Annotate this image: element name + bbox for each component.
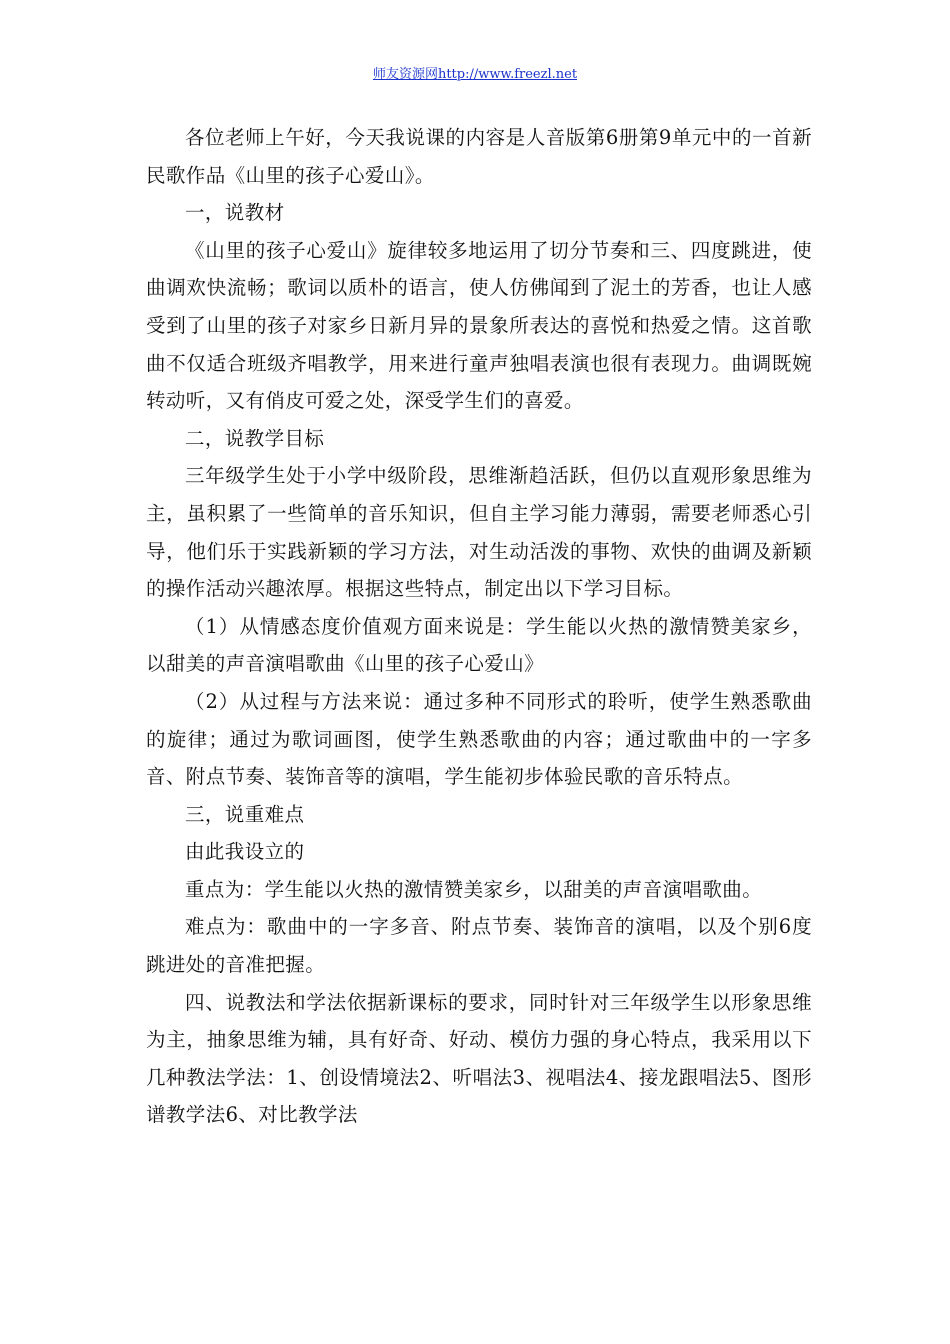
paragraph-key-intro: 由此我设立的 [185, 840, 305, 864]
section-heading-goals: 二，说教学目标 [185, 426, 325, 450]
header-site-name: 师友资源网 [372, 67, 438, 82]
paragraph-methods: 四、说教法和学法依据新课标的要求，同时针对三年级学生以形象思维为主，抽象思维为辅，具有好奇、好动、模仿力强的身心特点，我采用以下几种教法学法：1、创设情境法2、听唱法3、视唱法4、接龙跟唱法5、图形谱教学法6、对比教学法 [146, 990, 812, 1127]
paragraph-goals: 三年级学生处于小学中级阶段，思维渐趋活跃，但仍以直观形象思维为主，虽积累了一些简单的音乐知识，但自主学习能力薄弱，需要老师悉心引导，他们乐于实践新颖的学习方法，对生动活泼的事物、欢快的曲调及新颖的操作活动兴趣浓厚。根据这些特点，制定出以下学习目标。 [146, 464, 812, 601]
paragraph-difficult-point: 难点为：歌曲中的一字多音、附点节奏、装饰音的演唱，以及个别6度跳进处的音准把握。 [146, 915, 812, 977]
document-body [146, 119, 812, 1134]
paragraph-key-point: 重点为：学生能以火热的激情赞美家乡，以甜美的声音演唱歌曲。 [185, 877, 763, 901]
header-url: http://www.freezl.net [437, 67, 578, 82]
paragraph-greeting: 各位老师上午好，今天我说课的内容是人音版第6册第9单元中的一首新民歌作品《山里的孩子心爱山》。 [146, 126, 812, 187]
paragraph-goal-1: （1）从情感态度价值观方面来说是：学生能以火热的激情赞美家乡，以甜美的声音演唱歌曲《山里的孩子心爱山》 [146, 614, 812, 676]
section-heading-key-points: 三，说重难点 [185, 802, 305, 826]
paragraph-goal-2: （2）从过程与方法来说：通过多种不同形式的聆听，使学生熟悉歌曲的旋律；通过为歌词画图，使学生熟悉歌曲的内容；通过歌曲中的一字多音、附点节奏、装饰音等的演唱，学生能初步体验民歌的音乐特点。 [146, 689, 812, 789]
section-heading-textbook: 一，说教材 [185, 201, 285, 225]
header-link[interactable] [373, 67, 577, 82]
page-header [0, 66, 950, 84]
paragraph-textbook: 《山里的孩子心爱山》旋律较多地运用了切分节奏和三、四度跳进，使曲调欢快流畅；歌词以质朴的语言，使人仿佛闻到了泥土的芳香，也让人感受到了山里的孩子对家乡日新月异的景象所表达的喜悦和热爱之情。这首歌曲不仅适合班级齐唱教学，用来进行童声独唱表演也很有表现力。曲调既婉转动听，又有俏皮可爱之处，深受学生们的喜爱。 [146, 238, 812, 413]
